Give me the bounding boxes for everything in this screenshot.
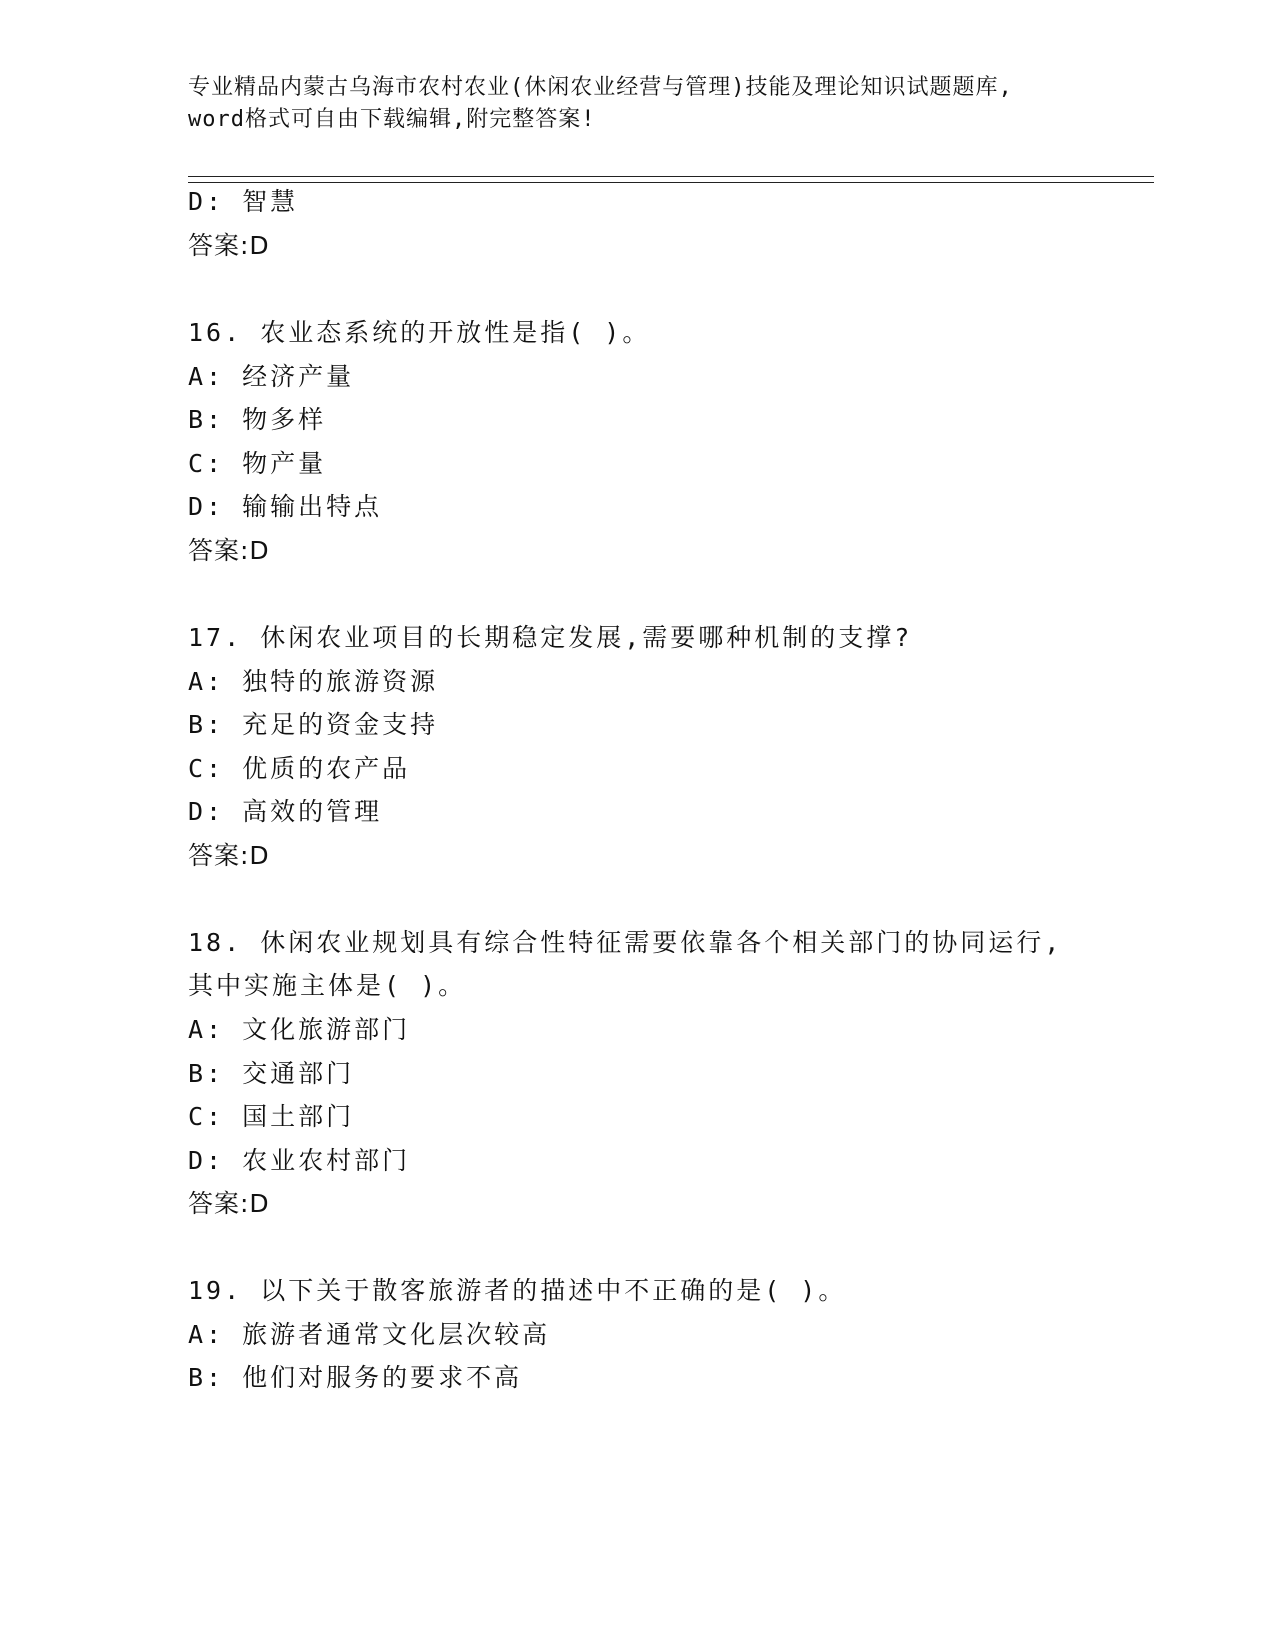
prev-option-d: D: 智慧 [188, 187, 299, 216]
q17-option-c: C: 优质的农产品 [188, 754, 411, 783]
q16-answer: 答案:D [188, 536, 270, 565]
q16-option-a: A: 经济产量 [188, 362, 355, 391]
q17-option-b: B: 充足的资金支持 [188, 710, 439, 739]
q18-option-c: C: 国土部门 [188, 1102, 355, 1131]
header-line-1: 专业精品内蒙古乌海市农村农业(休闲农业经营与管理)技能及理论知识试题题库, [188, 75, 1013, 100]
q18-stem-line-1: 18. 休闲农业规划具有综合性特征需要依靠各个相关部门的协同运行, [188, 928, 1063, 957]
q19-stem: 19. 以下关于散客旅游者的描述中不正确的是( )。 [188, 1276, 847, 1305]
q18-option-d: D: 农业农村部门 [188, 1146, 411, 1175]
q19-option-b: B: 他们对服务的要求不高 [188, 1363, 523, 1392]
q18-stem-line-2: 其中实施主体是( )。 [188, 971, 467, 1000]
q17-answer: 答案:D [188, 841, 270, 870]
document-header [188, 72, 1156, 136]
q18-option-b: B: 交通部门 [188, 1059, 355, 1088]
q18-option-a: A: 文化旅游部门 [188, 1015, 411, 1044]
prev-answer: 答案:D [188, 231, 270, 260]
q17-stem: 17. 休闲农业项目的长期稳定发展,需要哪种机制的支撑? [188, 623, 913, 652]
header-line-2: word格式可自由下载编辑,附完整答案! [188, 107, 596, 132]
q16-option-b: B: 物多样 [188, 405, 327, 434]
q16-option-c: C: 物产量 [188, 449, 327, 478]
header-divider [188, 176, 1154, 183]
q16-stem: 16. 农业态系统的开放性是指( )。 [188, 318, 651, 347]
q19-option-a: A: 旅游者通常文化层次较高 [188, 1320, 551, 1349]
q16-option-d: D: 输输出特点 [188, 492, 383, 521]
q17-option-d: D: 高效的管理 [188, 797, 383, 826]
q18-answer: 答案:D [188, 1189, 270, 1218]
q17-option-a: A: 独特的旅游资源 [188, 667, 439, 696]
